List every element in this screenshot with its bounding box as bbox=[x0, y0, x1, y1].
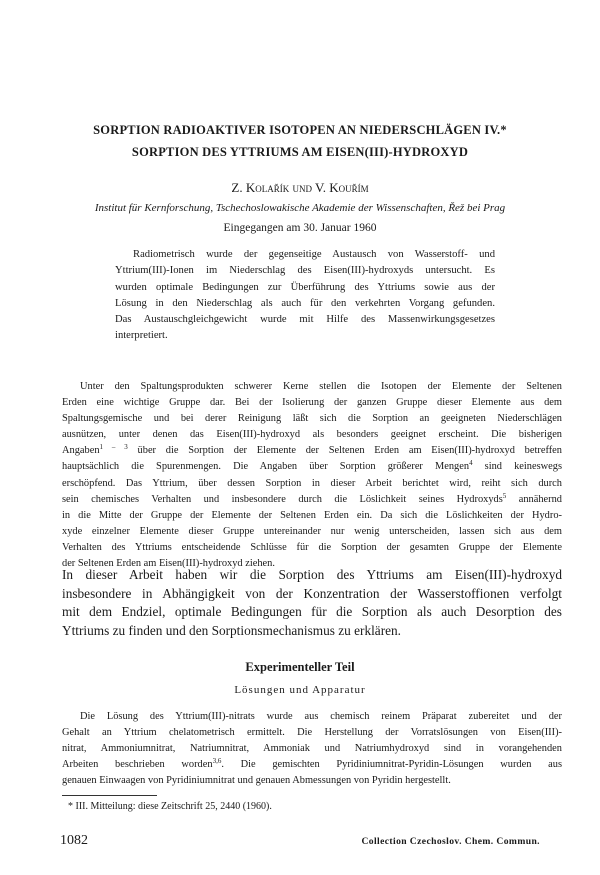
intro-text: hauptsächlich die Spurenmengen. Die Angaben über Sorption größerer Mengen bbox=[62, 461, 470, 473]
reference-marker: 1 – 3 bbox=[99, 443, 128, 452]
intro-line: erschöpfend. Das Yttrium, über dessen Sorption in dieser Arbeit berichtet wird, reiht sich durch bbox=[62, 477, 562, 489]
abstract-line: Das Austauschgleichgewicht wurde mit Hilfe des Massenwirkungsgesetzes bbox=[115, 314, 495, 326]
methods-line: genauen Einwaagen von Pyridiniumnitrat und genauen Abmessungen von Pyridin hergestellt. bbox=[62, 775, 451, 787]
intro-line: xyde einzelner Elemente dieser Gruppe untereinander nur wenig unterscheiden, lassen sich aus dem bbox=[62, 525, 562, 537]
intro-text: über die Sorption der Elemente der Seltenen Erden am Eisen(III)-hydroxyd betreffen bbox=[127, 445, 562, 457]
methods-text: . Die gemischten Pyridiniumnitrat-Pyridin-Lösungen wurden aus bbox=[221, 759, 562, 771]
intro-text: Angaben bbox=[62, 445, 100, 457]
aim-line: mit dem Endziel, optimale Bedingungen für die Sorption als auch Desorption des bbox=[62, 604, 562, 620]
reference-marker: 4 bbox=[469, 459, 473, 468]
intro-line: Verhalten des Yttriums entscheidende Schlüsse für die Sorption der gesamten Gruppe der Elemente bbox=[62, 541, 562, 553]
journal-name: Collection Czechoslov. Chem. Commun. bbox=[361, 836, 540, 847]
received-date: Eingegangen am 30. Januar 1960 bbox=[223, 222, 377, 234]
aim-paragraph bbox=[62, 566, 562, 640]
intro-text: sein chemisches Verhalten und insbesondere durch die Löslichkeit seines Hydroxyds bbox=[62, 493, 503, 505]
intro-text: annähernd bbox=[506, 493, 562, 505]
intro-line: der Seltenen Erden am Eisen(III)-hydroxyd ziehen. bbox=[62, 558, 275, 570]
intro-line: Erden eine wichtige Gruppe dar. Bei der Isolierung der ganzen Gruppe dieser Elemente aus dem bbox=[62, 397, 562, 409]
article-title-line-2: SORPTION DES YTTRIUMS AM EISEN(III)-HYDROXYD bbox=[131, 145, 469, 159]
institute: Institut für Kernforschung, Tschechoslowakische Akademie der Wissenschaften, Řež bei Prag bbox=[94, 202, 506, 214]
methods-text: Arbeiten beschrieben worden bbox=[62, 759, 213, 771]
footnote-rule bbox=[62, 795, 157, 796]
methods-paragraph bbox=[62, 709, 562, 789]
intro-text: sind keineswegs bbox=[472, 461, 563, 473]
abstract bbox=[115, 247, 495, 345]
page-number: 1082 bbox=[60, 833, 88, 848]
abstract-line: Lösung in den Niederschlag als auch für den verkehrten Vorgang gefunden. bbox=[115, 297, 495, 309]
methods-line bbox=[62, 757, 562, 773]
abstract-line: wurden optimale Bedingungen zur Überführung des Yttriums sowie aus der bbox=[115, 281, 495, 293]
abstract-line: Radiometrisch wurde der gegenseitige Austausch von Wasserstoff- und bbox=[133, 249, 495, 260]
reference-marker: 5 bbox=[502, 491, 507, 500]
introduction-paragraph bbox=[62, 379, 562, 572]
intro-line: in die Mitte der Gruppe der Elemente der Seltenen Erden ein. Da sich die Löslichkeiten der Hydro- bbox=[62, 509, 562, 521]
intro-line: Spaltungsgemische und bei derer Reinigung läßt sich die Sorption an geeigneten Niederschlägen bbox=[62, 413, 562, 425]
aim-line: insbesondere in Abhängigkeit von der Konzentration der Wasserstoffionen verfolgt bbox=[62, 585, 562, 601]
intro-line bbox=[62, 443, 562, 459]
intro-line: ausnützen, unter denen das Eisen(III)-hydroxyd als besonders geeignet erscheint. Die bisherigen bbox=[62, 429, 562, 441]
intro-line bbox=[62, 459, 562, 475]
intro-line: Unter den Spaltungsprodukten schwerer Kerne stellen die Isotopen der Elemente der Seltenen bbox=[80, 381, 562, 392]
reference-marker: 3,6 bbox=[212, 757, 222, 766]
methods-line: Die Lösung des Yttrium(III)-nitrats wurde aus chemisch reinem Präparat zubereitet und der bbox=[80, 711, 562, 722]
subsection-heading: Lösungen und Apparatur bbox=[234, 684, 366, 696]
aim-line: Yttriums zu finden und den Sorptionsmechanismus zu erklären. bbox=[62, 622, 401, 638]
abstract-line: interpretiert. bbox=[115, 330, 168, 342]
aim-line: In dieser Arbeit haben wir die Sorption des Yttriums am Eisen(III)-hydroxyd bbox=[62, 567, 562, 582]
methods-line: nitrat, Ammoniumnitrat, Natriumnitrat, Ammoniak und Natriumhydroxyd sind in vorangehenden bbox=[62, 743, 562, 755]
methods-line: Gehalt an Yttrium chelatometrisch ermittelt. Die Herstellung der Vorratslösungen von Eisen(III)- bbox=[62, 727, 562, 739]
footnote: * III. Mitteilung: diese Zeitschrift 25, 2440 (1960). bbox=[68, 801, 272, 812]
intro-line bbox=[62, 492, 562, 508]
abstract-line: Yttrium(III)-Ionen im Niederschlag des Eisen(III)-hydroxyds untersucht. Es bbox=[115, 265, 495, 277]
article-title-line-1: SORPTION RADIOAKTIVER ISOTOPEN AN NIEDERSCHLÄGEN IV.* bbox=[93, 123, 507, 137]
authors: Z. Kolařík und V. Kouřím bbox=[231, 180, 369, 195]
section-heading: Experimenteller Teil bbox=[245, 660, 355, 674]
